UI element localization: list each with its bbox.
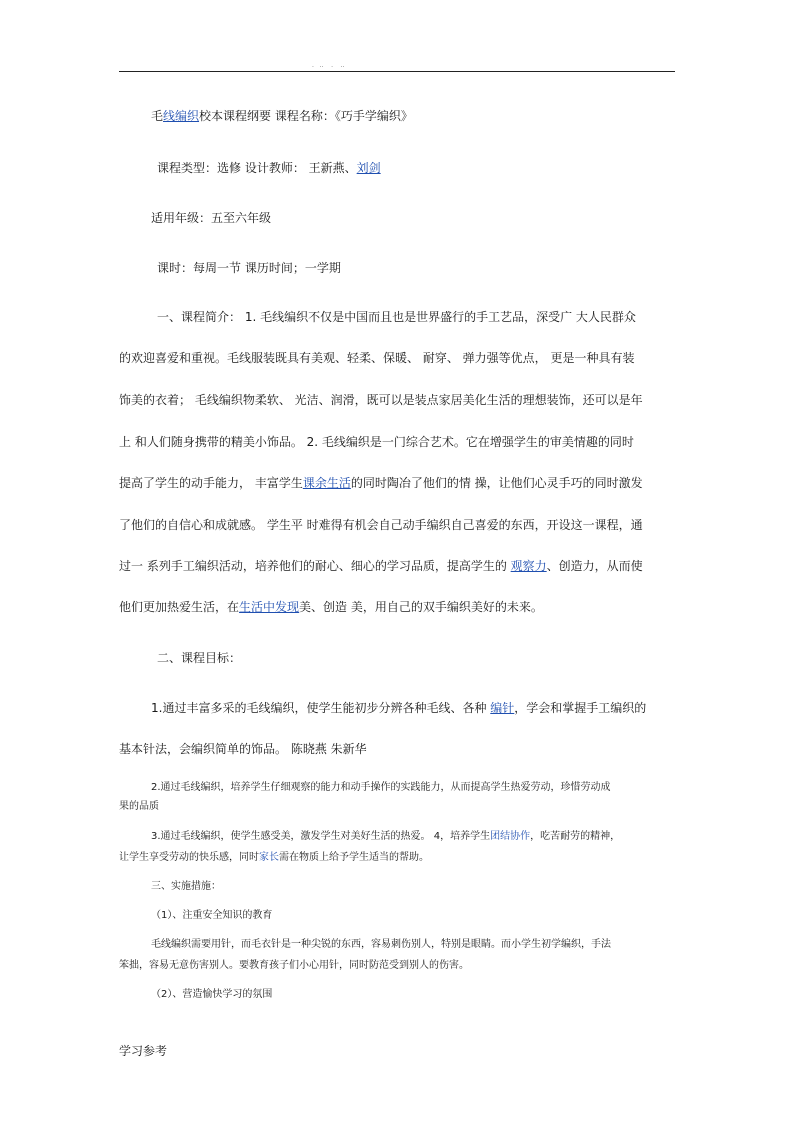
goal-1-a: 1.通过丰富多采的毛线编织，使学生能初步分辨各种毛线、各种 (151, 701, 491, 715)
intro-line-5-a: 提高了学生的动手能力， 丰富学生 (119, 476, 303, 490)
intro-line-5 (119, 475, 643, 491)
footer-text: 学习参考 (119, 1044, 168, 1058)
measure-1-heading: （1）、注重安全知识的教育 (151, 910, 273, 921)
observation-link[interactable]: 观察力 (510, 559, 547, 573)
goal-2-line-2: 果的品质 (119, 801, 159, 812)
goal-3-line-2 (119, 851, 429, 865)
extracurricular-link[interactable]: 课余生活 (302, 476, 351, 490)
intro-line-3: 饰美的衣着； 毛线编织物柔软、 光洁、润滑，既可以是装点家居美化生活的理想装饰，还可以是年 (119, 393, 643, 407)
header-rule (119, 71, 675, 72)
goal-3-b: ，吃苦耐劳的精神， (530, 831, 621, 842)
goal-3-line-2-b: 需在物质上给予学生适当的帮助。 (279, 852, 429, 863)
goal-3-line-1 (151, 830, 620, 844)
goal-3-line-2-a: 让学生享受劳动的快乐感，同时 (119, 852, 259, 863)
measure-1-para-line-1: 毛线编织需要用针，而毛衣针是一种尖锐的东西，容易刺伤别人，特别是眼睛。而小学生初学编织，手法 (151, 939, 611, 950)
intro-line-4: 上 和人们随身携带的精美小饰品。 2. 毛线编织是一门综合艺术。它在增强学生的审美情趣的同时 (119, 435, 634, 449)
title-rest: 校本课程纲要 课程名称：《巧手学编织》 (199, 109, 413, 123)
measure-1-para-line-2: 笨拙，容易无意伤害别人。要教育孩子们小心用针，同时防范受到别人的伤害。 (119, 960, 469, 971)
parents-link[interactable]: 家长 (259, 852, 279, 863)
measures-heading: 三、实施措施： (151, 881, 221, 892)
intro-line-8-a: 他们更加热爱生活，在 (119, 600, 240, 614)
measure-2-heading: （2）、营造愉快学习的氛围 (151, 989, 273, 1000)
knitting-needle-link[interactable]: 编针 (490, 701, 515, 715)
intro-line-7-a: 过一 系列手工编织活动，培养他们的耐心、细心的学习品质，提高学生的 (119, 559, 511, 573)
goal-3-a: 3.通过毛线编织，使学生感受美，激发学生对美好生活的热爱。 4，培养学生 (151, 831, 491, 842)
intro-line-6: 了他们的自信心和成就感。 学生平 时难得有机会自己动手编织自己喜爱的东西，开设这一课程，通 (119, 518, 643, 532)
title-link[interactable]: 线编织 (163, 109, 200, 123)
course-type-line (157, 160, 381, 176)
intro-line-7 (119, 558, 643, 574)
teacher-link[interactable]: 刘剑 (356, 161, 381, 175)
intro-line-7-b: 、创造力，从而使 (546, 559, 643, 573)
course-type-text: 课程类型：选修 设计教师： 王新燕、 (157, 161, 357, 175)
intro-line-1: 一、课程简介： 1. 毛线编织不仅是中国而且也是世界盛行的手工艺品，深受广 大人民群众 (157, 310, 636, 324)
intro-line-2: 的欢迎喜爱和重视。毛线服装既具有美观、轻柔、保暖、 耐穿、 弹力强等优点， 更是一种具有装 (119, 351, 635, 365)
goal-1-b: ，学会和掌握手工编织的 (514, 701, 647, 715)
title-prefix: 毛 (151, 109, 164, 123)
teamwork-link[interactable]: 团结协作 (490, 831, 531, 842)
goal-1-line-1 (151, 700, 646, 716)
goal-2-line-1: 2.通过毛线编织，培养学生仔细观察的能力和动手操作的实践能力，从而提高学生热爱劳动，珍惜劳动成 (151, 782, 611, 793)
grade-line: 适用年级：五至六年级 (151, 211, 272, 225)
hours-line: 课时：每周一节 课历时间；一学期 (157, 261, 341, 275)
goal-1-line-2: 基本针法，会编织简单的饰品。 陈晓燕 朱新华 (119, 742, 367, 756)
discover-in-life-link[interactable]: 生活中发现 (239, 600, 300, 614)
intro-line-8-b: 美、创造 美，用自己的双手编织美好的未来。 (299, 600, 543, 614)
document-title (151, 108, 413, 124)
header-marks: . .. . .. (312, 62, 345, 69)
intro-line-5-b: 的同时陶冶了他们的情 操，让他们心灵手巧的同时激发 (350, 476, 643, 490)
intro-line-8 (119, 599, 543, 615)
goals-heading: 二、课程目标： (157, 651, 242, 665)
